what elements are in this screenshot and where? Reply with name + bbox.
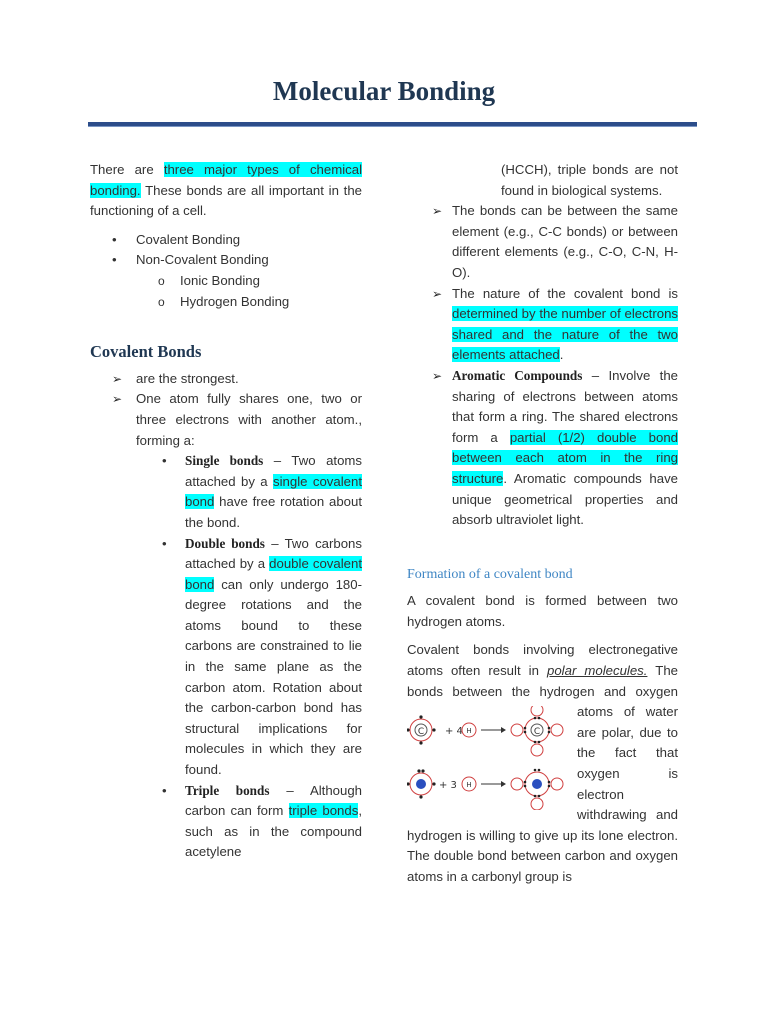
nature-highlight: determined by the number of electrons shared and the nature of the two elements attached (452, 306, 678, 363)
list-item: o Hydrogen Bonding (90, 292, 362, 313)
formation-text: Covalent bonds involving electronegative atoms often result in (407, 642, 678, 679)
left-column (90, 160, 362, 863)
triple-bonds-text: – Although carbon can form (185, 782, 362, 819)
title-rule (88, 122, 697, 127)
intro-paragraph (90, 160, 362, 222)
arrow-icon (481, 781, 506, 787)
electron-dot-figure (407, 702, 577, 806)
aromatic-text-end: . Aromatic compounds have unique geometrical properties and absorb ultraviolet light. (452, 470, 678, 528)
list-item (407, 284, 678, 366)
triple-bonds-highlight: triple bonds (288, 803, 359, 819)
row1-coefficient: + 4 (445, 726, 463, 738)
triple-bonds-item (90, 781, 362, 863)
bond-kinds-list (90, 451, 362, 863)
double-bonds-text: – Two carbons attached by a (185, 535, 362, 572)
hydrogen-atom-icon (462, 777, 476, 791)
svg-text:C: C (533, 727, 541, 738)
bond-properties-list (407, 201, 678, 531)
electron-dot-diagram (407, 706, 577, 810)
single-bonds-text-end: have free rotation about the bond. (185, 494, 362, 530)
carbon-atom-icon (407, 716, 436, 745)
double-bonds-text-end: can only undergo 180-degree rotations and the atoms bound to these carbons are constrained to lie in the same plane as the carbon atom. Rotation about the carbon-carbon bond has structural implications for molecules in which they are found. (185, 576, 362, 778)
svg-text:H: H (466, 727, 472, 736)
triple-bonds-term: Triple bonds (185, 782, 270, 798)
right-column (407, 160, 678, 888)
formation-paragraph-1: A covalent bond is formed between two hydrogen atoms. (407, 593, 678, 629)
list-item: • Non-Covalent Bonding (90, 250, 362, 271)
triple-bonds-text-end: , such as in the compound acetylene (185, 803, 362, 860)
formation-heading: Formation of a covalent bond (407, 566, 573, 582)
aromatic-text: – Involve the sharing of electrons between atoms that form a ring. The shared electrons form a (452, 367, 678, 445)
single-bonds-item (90, 451, 362, 533)
svg-text:C: C (417, 727, 425, 738)
single-bonds-highlight: single covalent bond (185, 473, 362, 510)
list-item (407, 366, 678, 531)
intro-highlight: three major types of chemical bonding. (90, 162, 362, 198)
methane-molecule-icon (511, 706, 563, 756)
row2-coefficient: + 3 (439, 780, 457, 792)
aromatic-highlight: partial (1/2) double bond between each atom in the ring structure (452, 429, 678, 486)
page-title: Molecular Bonding (272, 76, 496, 106)
polar-molecules-link: polar molecules. (547, 663, 648, 679)
formation-text-mid: The bonds between the hydrogen and oxygen (407, 663, 678, 699)
triple-bonds-continuation: (HCCH), triple bonds are not found in biological systems. (501, 162, 678, 198)
nature-text: The nature of the covalent bond is (452, 285, 678, 301)
double-bonds-term: Double bonds (185, 535, 265, 551)
double-bonds-highlight: double covalent bond (185, 556, 362, 592)
list-item: ➢ are the strongest. (90, 369, 362, 390)
intro-text-end: These bonds are all important in the functioning of a cell. (90, 182, 362, 219)
formation-text-end: atoms of water are polar, due to the fact that oxygen is electron withdrawing and hydrogen is willing to give up its lone electron. The double bond between carbon and oxygen atoms in a carbonyl group is (407, 704, 678, 884)
non-covalent-subtypes-list (90, 271, 362, 312)
formation-paragraph-2 (407, 640, 678, 887)
aromatic-term: Aromatic Compounds (452, 367, 583, 383)
nature-text-end: . (559, 347, 564, 363)
list-item: o Ionic Bonding (90, 271, 362, 292)
bond-types-list (90, 230, 362, 271)
list-item: ➢ One atom fully shares one, two or three electrons with another atom., forming a: (90, 389, 362, 451)
double-bonds-item (90, 534, 362, 781)
hydrogen-atom-icon (462, 723, 476, 737)
ammonia-molecule-icon (511, 769, 563, 810)
arrow-icon (481, 727, 506, 733)
single-bonds-term: Single bonds (185, 453, 264, 469)
covalent-arrow-list (90, 369, 362, 451)
covalent-bonds-heading: Covalent Bonds (90, 342, 202, 362)
list-item: ➢ The bonds can be between the same element (e.g., C-C bonds) or between different elements (e.g., C-O, C-N, H-O). (407, 201, 678, 283)
list-item: • Covalent Bonding (90, 230, 362, 251)
single-bonds-text: – Two atoms attached by a (185, 453, 362, 489)
intro-text: There are (90, 162, 164, 177)
nitrogen-atom-icon (407, 770, 436, 799)
svg-text:H: H (466, 781, 472, 790)
